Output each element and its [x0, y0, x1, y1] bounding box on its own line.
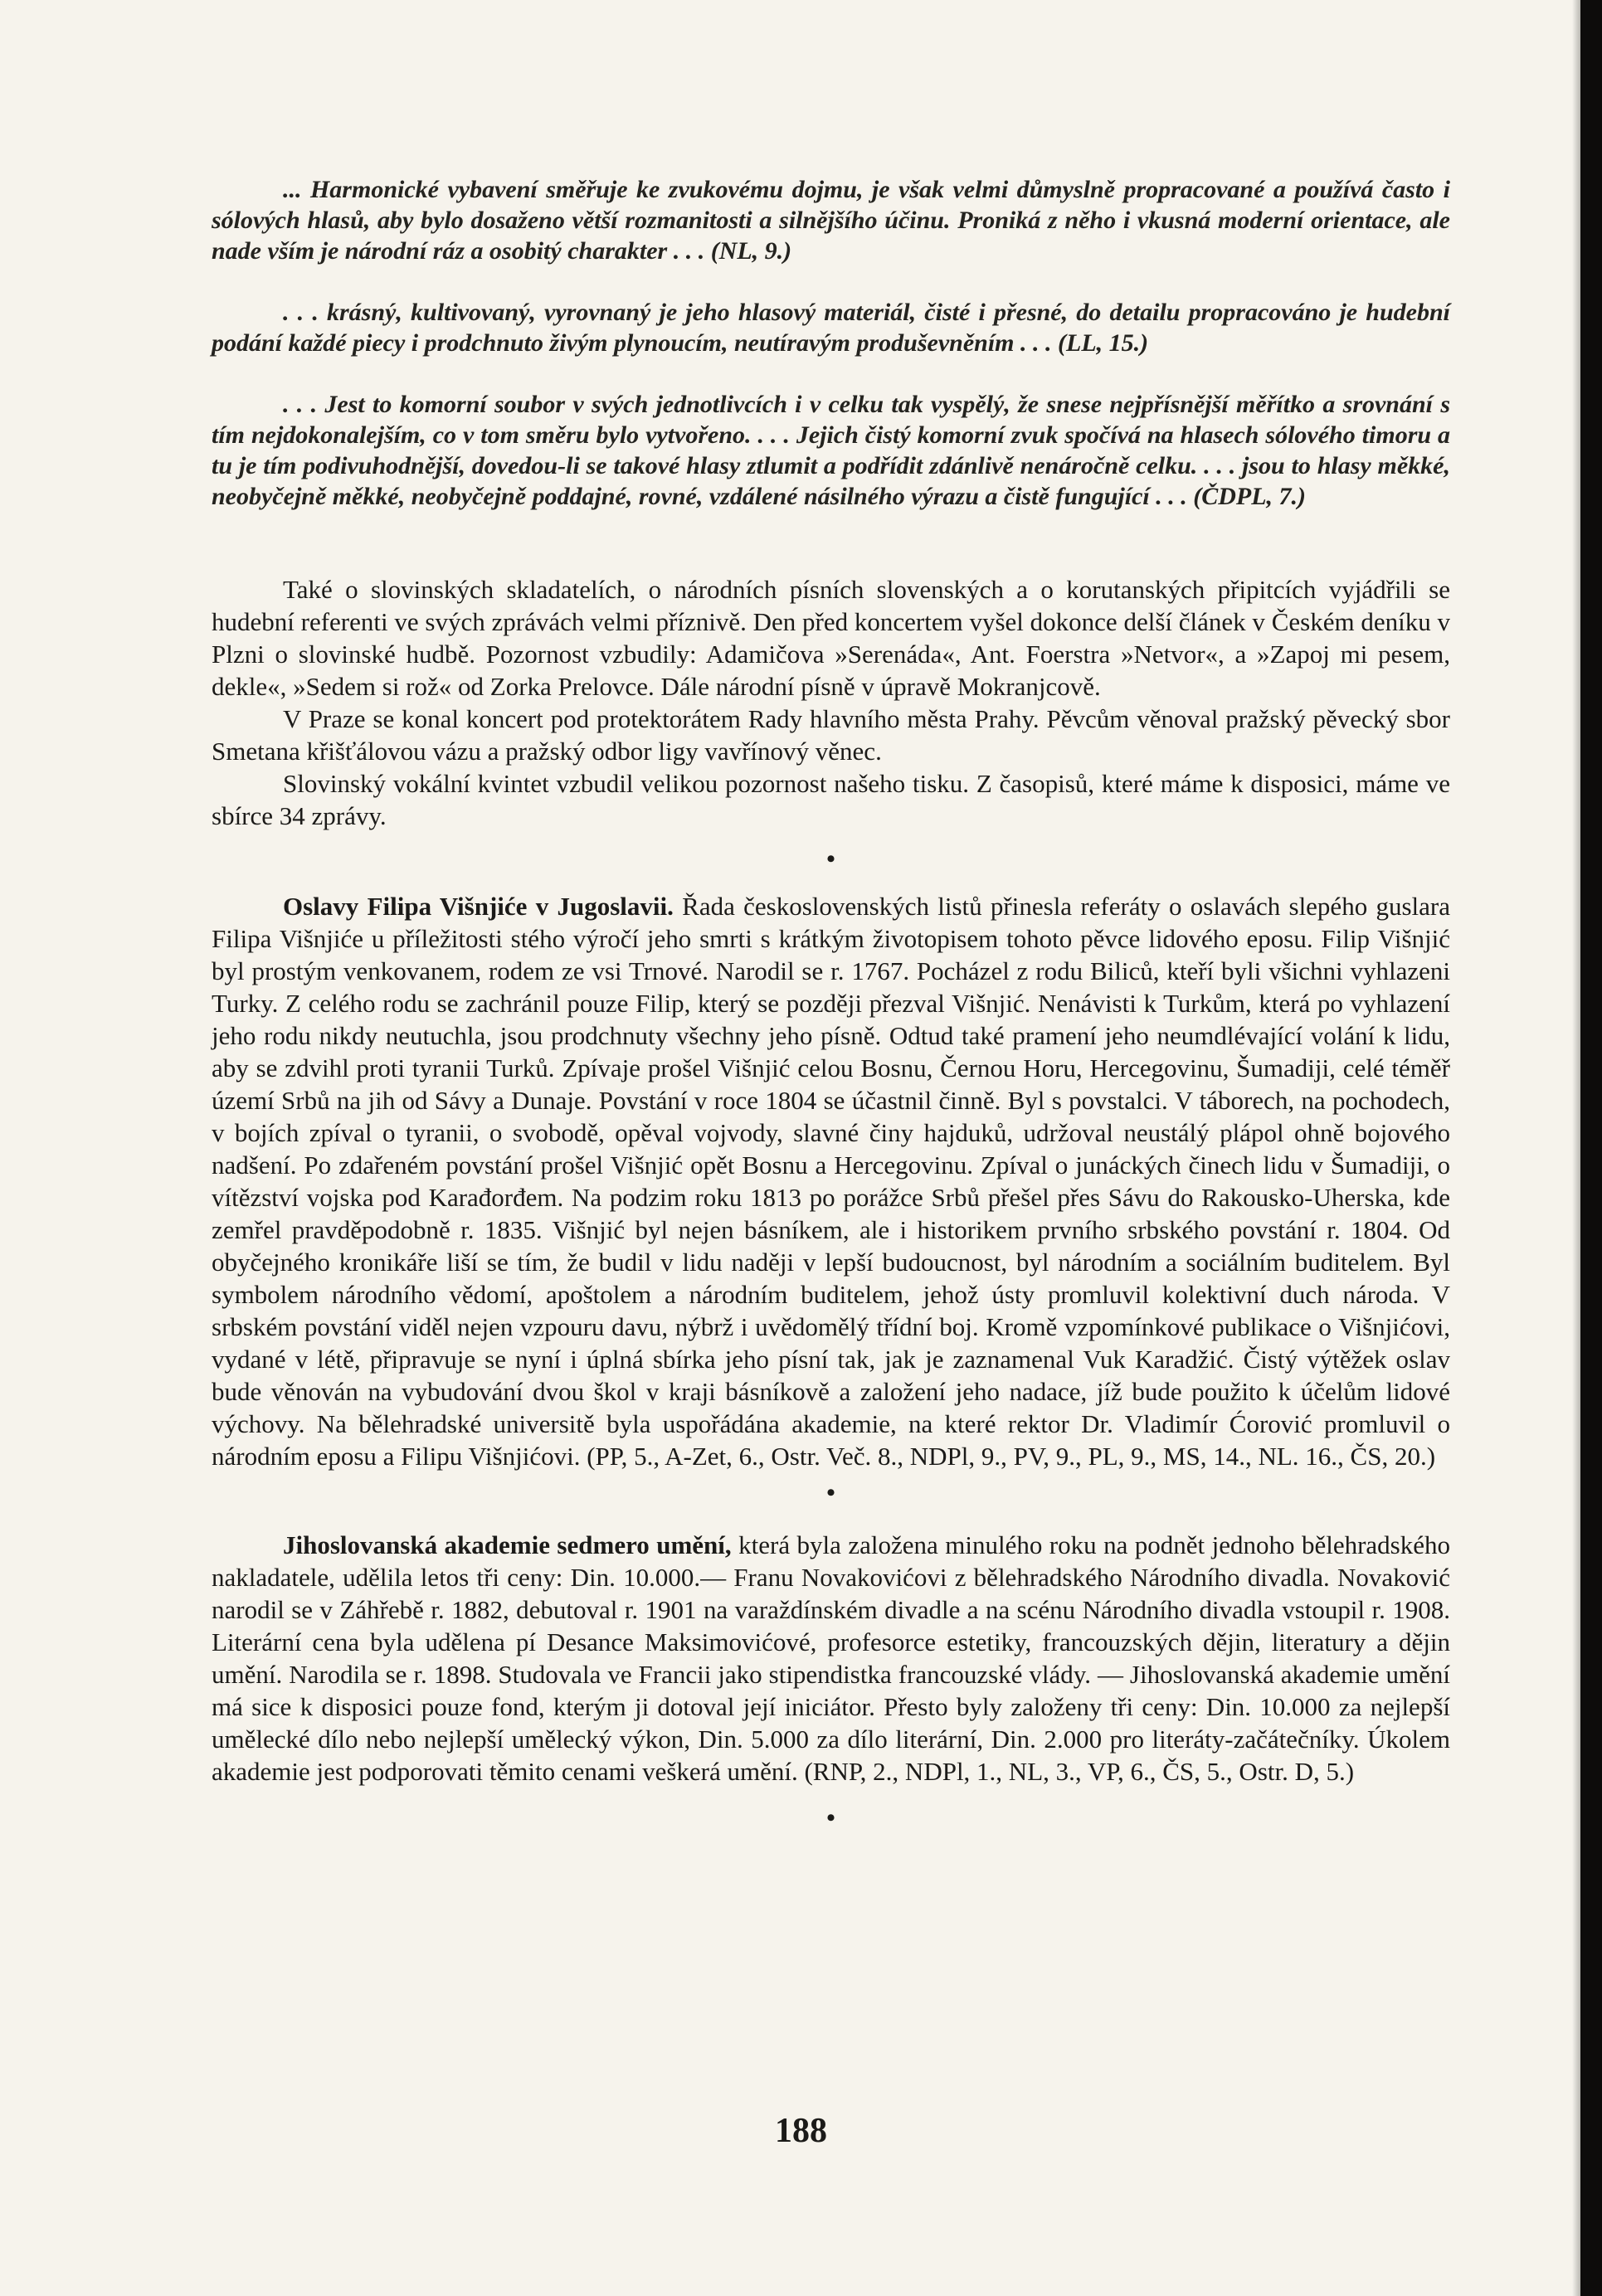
- paragraph-prague-concert: V Praze se konal koncert pod protektorátem Rady hlavního města Prahy. Pěvcům věnoval pražský pěvecký sbor Smetana křišťálovou vázu a pražský odbor ligy vavřínový věnec.: [212, 704, 1450, 766]
- page-text-column: [212, 174, 1450, 1831]
- section-separator: •: [826, 1804, 835, 1831]
- quote-cdpl: . . . Jest to komorní soubor v svých jednotlivcích i v celku tak vyspělý, že snese nejpřísnější měřítko a srovnání s tím nejdokonalejším, co v tom směru bylo vytvořeno. . . . Jejich čistý komorní zvuk spočívá na hlasech sólového timoru a tu je tím podivuhodnější, dovedou-li se takové hlasy ztlumit a podřídit zdánlivě nenáročně celku. . . . jsou to hlasy měkké, neobyčejně měkké, neobyčejně poddajné, rovné, vzdálené násilného výrazu a čistě fungující . . . (ČDPL, 7.): [212, 391, 1450, 510]
- section-separator: •: [826, 845, 835, 873]
- paragraph-slovene-composers: Také o slovinských skladatelích, o národních písních slovenských a o korutanských připitcích vyjádřili se hudební referenti ve svých zprávách velmi příznivě. Den před koncertem vyšel dokonce delší článek v Českém deníku v Plzni o slovinské hudbě. Pozornost vzbudily: Adamičova »Serenáda«, Ant. Foerstra »Netvor«, a »Zapoj mi pesem, dekle«, »Sedem si rož« od Zorka Prelovce. Dále národní písně v úpravě Mokranjcově.: [212, 575, 1450, 701]
- article-akademie-title: Jihoslovanská akademie sedmero umění,: [283, 1530, 732, 1559]
- book-spine: [1580, 0, 1602, 2296]
- article-akademie-text: která byla založena minulého roku na podnět jednoho bělehradského nakladatele, udělila letos tři ceny: Din. 10.000.— Franu Novakovićovi z bělehradského Národního divadla. Novaković narodil se v Záhřebě r. 1882, debutoval r. 1901 na varaždínském divadle a na scénu Národního divadla vstoupil r. 1908. Literární cena byla udělena pí Desance Maksimovićové, profesorce estetiky, francouzských dějin, literatury a dějin umění. Narodila se r. 1898. Studovala ve Francii jako stipendistka francouzské vlády. — Jihoslovanská akademie umění má sice k disposici pouze fond, kterým ji dotoval její iniciátor. Přesto byly založeny tři ceny: Din. 10.000 za nejlepší umělecké dílo nebo nejlepší umělecký výkon, Din. 5.000 za dílo literární, Din. 2.000 pro literáty-začátečníky. Úkolem akademie jest podporovati těmito cenami veškerá umění. (RNP, 2., NDPl, 1., NL, 3., VP, 6., ČS, 5., Ostr. D, 5.): [212, 1530, 1450, 1786]
- quote-ll: . . . krásný, kultivovaný, vyrovnaný je jeho hlasový materiál, čisté i přesné, do detailu propracováno je hudební podání každé piecy i prodchnuto živým plynoucím, neutíravým produševněním . . . (LL, 15.): [212, 299, 1450, 357]
- paragraph-press-reception: Slovinský vokální kvintet vzbudil velikou pozornost našeho tisku. Z časopisů, které máme k disposici, máme ve sbírce 34 zprávy.: [212, 769, 1450, 830]
- article-visnjic-text: Řada československých listů přinesla referáty o oslavách slepého guslara Filipa Višnjiće u příležitosti stého výročí jeho smrti s krátkým životopisem tohoto pěvce lidového eposu. Filip Višnjić byl prostým venkovanem, rodem ze vsi Trnové. Narodil se r. 1767. Pocházel z rodu Biliců, kteří byli všichni vyhlazeni Turky. Z celého rodu se zachránil pouze Filip, který se později přezval Višnjić. Nenávisti k Turkům, která po vyhlazení jeho rodu nikdy neutuchla, jsou prodchnuty všechny jeho písně. Odtud také pramení jeho neumdlévající volání k lidu, aby se zdvihl proti tyranii Turků. Zpívaje prošel Višnjić celou Bosnu, Černou Horu, Hercegovinu, Šumadiji, celé téměř území Srbů na jih od Sávy a Dunaje. Povstání v roce 1804 se účastnil činně. Byl s povstalci. V táborech, na pochodech, v bojích zpíval o tyranii, o svobodě, opěval vojvody, slavné činy hajduků, udržoval neustálý plápol ohně bojového nadšení. Po zdařeném povstání prošel Višnjić opět Bosnu a Hercegovinu. Zpíval o junáckých činech lidu v Šumadiji, o vítězství vojska pod Karađorđem. Na podzim roku 1813 po porážce Srbů přešel přes Sávu do Rakousko-Uherska, kde zemřel pravděpodobně r. 1835. Višnjić byl nejen básníkem, ale i historikem prvního srbského povstání r. 1804. Od obyčejného kronikáře liší se tím, že budil v lidu naději v lepší budoucnost, byl národním a sociálním buditelem. Byl symbolem národního vědomí, apoštolem a národním buditelem, jehož ústy promluvil kolektivní duch národa. V srbském povstání viděl nejen vzpouru davu, nýbrž i uvědomělý třídní boj. Kromě vzpomínkové publikace o Višnjićovi, vydané v létě, připravuje se nyní i úplná sbírka jeho písní tak, jak je zaznamenal Vuk Karadžić. Čistý výtěžek oslav bude věnován na vybudování dvou škol v kraji básníkově a založení jeho nadace, jíž bude použito k účelům lidové výchovy. Na bělehradské universitě byla uspořádána akademie, na které rektor Dr. Vladimír Ćorović promluvil o národním eposu a Filipu Višnjićovi. (PP, 5., A-Zet, 6., Ostr. Več. 8., NDPl, 9., PV, 9., PL, 9., MS, 14., NL. 16., ČS, 20.): [212, 892, 1450, 1471]
- section-separator: •: [826, 1479, 835, 1506]
- quote-nl: ... Harmonické vybavení směřuje ke zvukovému dojmu, je však velmi důmyslně propracované a používá často i sólových hlasů, aby bylo dosaženo větší rozmanitosti a silnějšího účinu. Proniká z něho i vkusná moderní orientace, ale nade vším je národní ráz a osobitý charakter . . . (NL, 9.): [212, 176, 1450, 265]
- article-akademie: [212, 1529, 1450, 1788]
- page-shadow: [1572, 0, 1580, 2296]
- page-number: 188: [775, 2112, 827, 2150]
- article-visnjic-title: Oslavy Filipa Višnjiće v Jugoslavii.: [283, 892, 674, 921]
- article-visnjic: [212, 890, 1450, 1472]
